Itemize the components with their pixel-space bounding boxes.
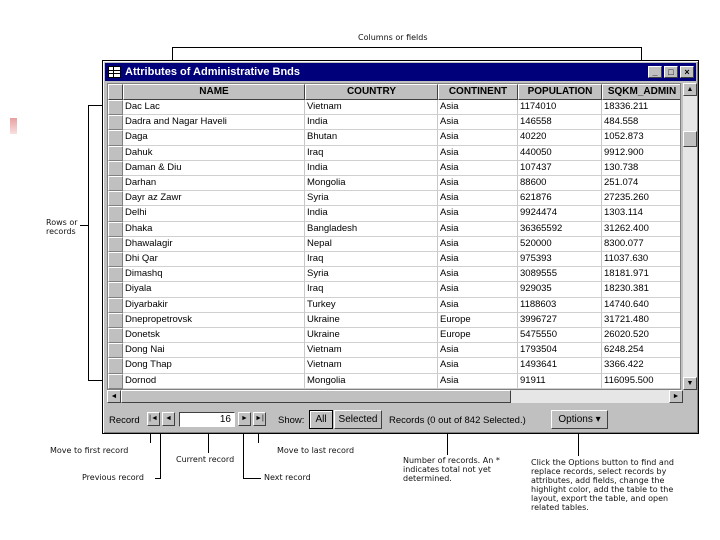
cell-country[interactable]: India bbox=[305, 206, 438, 221]
cell-continent[interactable]: Asia bbox=[438, 267, 518, 282]
table-row[interactable] bbox=[108, 100, 680, 115]
cell-name[interactable]: Diyala bbox=[123, 282, 305, 297]
options-help-annotation: Click the Options button to find and replace records, select records by attributes, add fields, change the highlight color, add the table to the layout, export the table, and open related tables. bbox=[531, 458, 674, 512]
cell-country[interactable]: Vietnam bbox=[305, 343, 438, 358]
previous-record-button[interactable]: ◄ bbox=[162, 412, 175, 426]
row-selector[interactable] bbox=[108, 191, 123, 206]
table-row[interactable] bbox=[108, 191, 680, 206]
vertical-scrollbar[interactable] bbox=[683, 83, 697, 390]
cell-population[interactable]: 88600 bbox=[518, 176, 602, 191]
cell-country[interactable]: Iraq bbox=[305, 252, 438, 267]
table-row[interactable] bbox=[108, 374, 680, 389]
cell-population[interactable]: 107437 bbox=[518, 161, 602, 176]
table-row[interactable] bbox=[108, 130, 680, 145]
column-header-country[interactable]: COUNTRY bbox=[305, 84, 438, 100]
cell-continent[interactable]: Asia bbox=[438, 161, 518, 176]
cell-continent[interactable]: Asia bbox=[438, 191, 518, 206]
cell-sqkm-admin[interactable]: 18230.381 bbox=[602, 282, 681, 297]
close-button[interactable]: × bbox=[680, 66, 694, 78]
row-selector[interactable] bbox=[108, 343, 123, 358]
cell-country[interactable]: India bbox=[305, 161, 438, 176]
first-record-annotation: Move to first record bbox=[50, 446, 129, 455]
cell-continent[interactable]: Asia bbox=[438, 176, 518, 191]
rows-bracket-vertical bbox=[88, 105, 89, 381]
row-selector[interactable] bbox=[108, 176, 123, 191]
cell-country[interactable]: Bhutan bbox=[305, 130, 438, 145]
table-row[interactable] bbox=[108, 298, 680, 313]
cell-population[interactable]: 36365592 bbox=[518, 222, 602, 237]
attribute-table-window bbox=[102, 60, 699, 434]
table-row[interactable] bbox=[108, 282, 680, 297]
horizontal-scrollbar[interactable] bbox=[107, 390, 683, 403]
cell-sqkm-admin[interactable]: 1303.114 bbox=[602, 206, 681, 221]
cell-name[interactable]: Dhaka bbox=[123, 222, 305, 237]
cell-country[interactable]: Syria bbox=[305, 191, 438, 206]
cell-sqkm-admin[interactable]: 31721.480 bbox=[602, 313, 681, 328]
next-record-annotation: Next record bbox=[264, 473, 311, 482]
cell-population[interactable]: 146558 bbox=[518, 115, 602, 130]
select-all-cell[interactable] bbox=[108, 84, 123, 100]
rows-leader bbox=[80, 225, 88, 226]
cell-name[interactable]: Donetsk bbox=[123, 328, 305, 343]
cell-country[interactable]: Mongolia bbox=[305, 176, 438, 191]
cell-continent[interactable]: Asia bbox=[438, 282, 518, 297]
cell-sqkm-admin[interactable]: 484.558 bbox=[602, 115, 681, 130]
cell-name[interactable]: Dhawalagir bbox=[123, 237, 305, 252]
cell-name[interactable]: Daga bbox=[123, 130, 305, 145]
last-record-button[interactable]: ►| bbox=[253, 412, 266, 426]
cell-sqkm-admin[interactable]: 9912.900 bbox=[602, 146, 681, 161]
record-label: Record bbox=[109, 415, 140, 426]
cell-country[interactable]: Vietnam bbox=[305, 100, 438, 115]
row-selector[interactable] bbox=[108, 206, 123, 221]
row-selector[interactable] bbox=[108, 374, 123, 389]
column-header-continent[interactable]: CONTINENT bbox=[438, 84, 518, 100]
show-all-button[interactable]: All bbox=[309, 410, 333, 429]
table-row[interactable] bbox=[108, 237, 680, 252]
cell-sqkm-admin[interactable]: 27235.260 bbox=[602, 191, 681, 206]
row-selector[interactable] bbox=[108, 130, 123, 145]
cell-sqkm-admin[interactable]: 130.738 bbox=[602, 161, 681, 176]
rows-annotation: Rows or records bbox=[46, 218, 78, 236]
current-record-annotation: Current record bbox=[176, 455, 235, 464]
cell-population[interactable]: 621876 bbox=[518, 191, 602, 206]
cell-country[interactable]: Vietnam bbox=[305, 358, 438, 373]
cell-continent[interactable]: Asia bbox=[438, 130, 518, 145]
row-selector[interactable] bbox=[108, 328, 123, 343]
cell-population[interactable]: 5475550 bbox=[518, 328, 602, 343]
table-row[interactable] bbox=[108, 146, 680, 161]
cell-sqkm-admin[interactable]: 6248.254 bbox=[602, 343, 681, 358]
cell-population[interactable]: 9924474 bbox=[518, 206, 602, 221]
cell-name[interactable]: Dadra and Nagar Haveli bbox=[123, 115, 305, 130]
window-titlebar[interactable] bbox=[105, 63, 696, 81]
cell-name[interactable]: Dimashq bbox=[123, 267, 305, 282]
cell-population[interactable]: 520000 bbox=[518, 237, 602, 252]
cell-continent[interactable]: Asia bbox=[438, 115, 518, 130]
row-selector[interactable] bbox=[108, 115, 123, 130]
table-icon bbox=[108, 66, 121, 78]
previous-record-annotation: Previous record bbox=[82, 473, 144, 482]
table-row[interactable] bbox=[108, 328, 680, 343]
horizontal-scroll-thumb[interactable] bbox=[121, 390, 511, 403]
row-selector[interactable] bbox=[108, 313, 123, 328]
cell-sqkm-admin[interactable]: 31262.400 bbox=[602, 222, 681, 237]
table-row[interactable] bbox=[108, 176, 680, 191]
cell-population[interactable]: 1493641 bbox=[518, 358, 602, 373]
number-of-records-annotation: Number of records. An * indicates total not yet determined. bbox=[403, 456, 500, 483]
attribute-grid bbox=[107, 83, 681, 390]
cell-name[interactable]: Dornod bbox=[123, 374, 305, 389]
cell-country[interactable]: Iraq bbox=[305, 146, 438, 161]
cell-continent[interactable]: Asia bbox=[438, 358, 518, 373]
row-selector[interactable] bbox=[108, 237, 123, 252]
cell-population[interactable]: 1174010 bbox=[518, 100, 602, 115]
cell-continent[interactable]: Asia bbox=[438, 237, 518, 252]
cell-population[interactable]: 975393 bbox=[518, 252, 602, 267]
cell-sqkm-admin[interactable]: 116095.500 bbox=[602, 374, 681, 389]
columns-annotation: Columns or fields bbox=[358, 33, 428, 42]
column-header-name[interactable]: NAME bbox=[123, 84, 305, 100]
cell-continent[interactable]: Asia bbox=[438, 100, 518, 115]
window-title: Attributes of Administrative Bnds bbox=[125, 66, 300, 78]
cell-name[interactable]: Dong Nai bbox=[123, 343, 305, 358]
cell-continent[interactable]: Asia bbox=[438, 146, 518, 161]
cell-country[interactable]: Ukraine bbox=[305, 328, 438, 343]
row-selector[interactable] bbox=[108, 161, 123, 176]
cell-sqkm-admin[interactable]: 11037.630 bbox=[602, 252, 681, 267]
vertical-scroll-thumb[interactable] bbox=[683, 131, 697, 147]
cell-continent[interactable]: Asia bbox=[438, 222, 518, 237]
cell-country[interactable]: Bangladesh bbox=[305, 222, 438, 237]
cell-population[interactable]: 1188603 bbox=[518, 298, 602, 313]
row-selector[interactable] bbox=[108, 298, 123, 313]
scroll-down-button[interactable]: ▼ bbox=[683, 377, 697, 390]
cell-continent[interactable]: Asia bbox=[438, 206, 518, 221]
cell-continent[interactable]: Asia bbox=[438, 298, 518, 313]
cell-population[interactable]: 91911 bbox=[518, 374, 602, 389]
table-row[interactable] bbox=[108, 161, 680, 176]
last-record-annotation: Move to last record bbox=[277, 446, 355, 455]
cell-country[interactable]: Ukraine bbox=[305, 313, 438, 328]
cell-sqkm-admin[interactable]: 1052.873 bbox=[602, 130, 681, 145]
cell-continent[interactable]: Asia bbox=[438, 252, 518, 267]
cell-population[interactable]: 440050 bbox=[518, 146, 602, 161]
previous-record-leader-h bbox=[155, 478, 161, 479]
row-selector[interactable] bbox=[108, 252, 123, 267]
scroll-left-button[interactable]: ◄ bbox=[107, 390, 121, 403]
row-selector[interactable] bbox=[108, 222, 123, 237]
cell-country[interactable]: Mongolia bbox=[305, 374, 438, 389]
cell-population[interactable]: 929035 bbox=[518, 282, 602, 297]
header-row bbox=[108, 84, 680, 100]
cell-population[interactable]: 1793504 bbox=[518, 343, 602, 358]
cell-name[interactable]: Diyarbakir bbox=[123, 298, 305, 313]
columns-bracket-top bbox=[172, 47, 642, 48]
cell-sqkm-admin[interactable]: 14740.640 bbox=[602, 298, 681, 313]
decorative-red-mark bbox=[10, 118, 17, 134]
cell-sqkm-admin[interactable]: 18336.211 bbox=[602, 100, 681, 115]
cell-name[interactable]: Delhi bbox=[123, 206, 305, 221]
cell-country[interactable]: Turkey bbox=[305, 298, 438, 313]
cell-sqkm-admin[interactable]: 251.074 bbox=[602, 176, 681, 191]
column-header-sqkm-admin[interactable]: SQKM_ADMIN bbox=[602, 84, 681, 100]
table-row[interactable] bbox=[108, 313, 680, 328]
table-row[interactable] bbox=[108, 222, 680, 237]
records-count-text: Records (0 out of 842 Selected.) bbox=[389, 415, 526, 426]
table-footer bbox=[103, 405, 698, 433]
row-selector[interactable] bbox=[108, 100, 123, 115]
row-selector[interactable] bbox=[108, 146, 123, 161]
maximize-button[interactable]: □ bbox=[664, 66, 678, 78]
cell-continent[interactable]: Asia bbox=[438, 374, 518, 389]
cell-name[interactable]: Darhan bbox=[123, 176, 305, 191]
cell-continent[interactable]: Europe bbox=[438, 313, 518, 328]
cell-name[interactable]: Dhi Qar bbox=[123, 252, 305, 267]
row-selector[interactable] bbox=[108, 267, 123, 282]
next-record-button[interactable]: ► bbox=[238, 412, 251, 426]
cell-name[interactable]: Daman & Diu bbox=[123, 161, 305, 176]
row-selector[interactable] bbox=[108, 282, 123, 297]
cell-name[interactable]: Dong Thap bbox=[123, 358, 305, 373]
cell-country[interactable]: Nepal bbox=[305, 237, 438, 252]
minimize-button[interactable]: _ bbox=[648, 66, 662, 78]
cell-country[interactable]: Iraq bbox=[305, 282, 438, 297]
next-record-leader-h bbox=[243, 478, 261, 479]
first-record-button[interactable]: |◄ bbox=[147, 412, 160, 426]
cell-name[interactable]: Dahuk bbox=[123, 146, 305, 161]
scroll-up-button[interactable]: ▲ bbox=[683, 83, 697, 96]
cell-population[interactable]: 40220 bbox=[518, 130, 602, 145]
cell-name[interactable]: Dnepropetrovsk bbox=[123, 313, 305, 328]
table-row[interactable] bbox=[108, 252, 680, 267]
cell-name[interactable]: Dayr az Zawr bbox=[123, 191, 305, 206]
current-record-input[interactable]: 16 bbox=[179, 412, 235, 427]
cell-country[interactable]: India bbox=[305, 115, 438, 130]
show-label: Show: bbox=[278, 415, 305, 426]
cell-sqkm-admin[interactable]: 26020.520 bbox=[602, 328, 681, 343]
show-selected-button[interactable]: Selected bbox=[334, 410, 382, 429]
cell-population[interactable]: 3996727 bbox=[518, 313, 602, 328]
row-selector[interactable] bbox=[108, 358, 123, 373]
cell-sqkm-admin[interactable]: 18181.971 bbox=[602, 267, 681, 282]
cell-population[interactable]: 3089555 bbox=[518, 267, 602, 282]
table-row[interactable] bbox=[108, 343, 680, 358]
cell-continent[interactable]: Asia bbox=[438, 343, 518, 358]
table-row[interactable] bbox=[108, 115, 680, 130]
cell-sqkm-admin[interactable]: 8300.077 bbox=[602, 237, 681, 252]
column-header-population[interactable]: POPULATION bbox=[518, 84, 602, 100]
cell-name[interactable]: Dac Lac bbox=[123, 100, 305, 115]
cell-sqkm-admin[interactable]: 3366.422 bbox=[602, 358, 681, 373]
cell-continent[interactable]: Europe bbox=[438, 328, 518, 343]
table-row[interactable] bbox=[108, 206, 680, 221]
table-row[interactable] bbox=[108, 267, 680, 282]
scroll-right-button[interactable]: ► bbox=[669, 390, 683, 403]
cell-country[interactable]: Syria bbox=[305, 267, 438, 282]
table-row[interactable] bbox=[108, 358, 680, 373]
options-button[interactable]: Options ▾ bbox=[551, 410, 608, 429]
